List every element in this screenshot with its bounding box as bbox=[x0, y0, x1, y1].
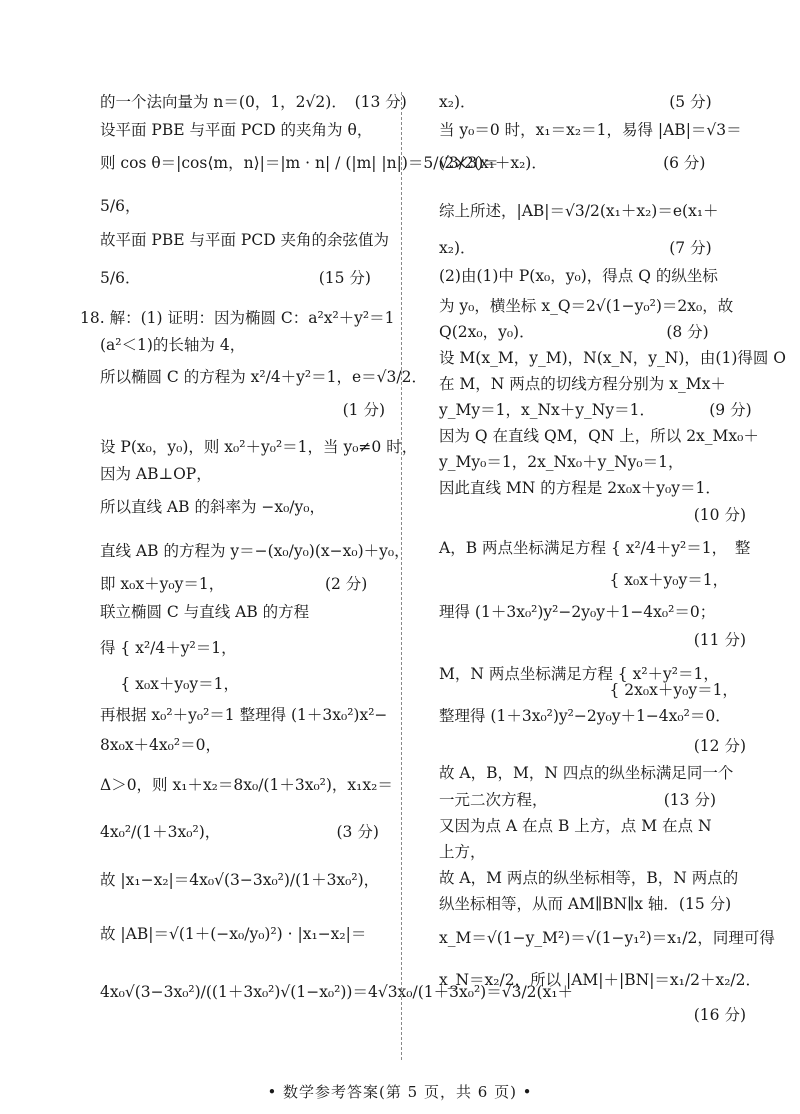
system-row-2: { x₀x＋y₀y＝1， bbox=[100, 675, 240, 693]
ab-system-row-2: { x₀x＋y₀y＝1， bbox=[439, 571, 729, 589]
line-ab-simplified: 即 x₀x＋y₀y＝1， (2 分) bbox=[100, 575, 368, 593]
mn-system-row-2: { 2x₀x＋y₀y＝1， bbox=[439, 681, 738, 699]
equal-coords-line: 故 A，M 两点的纵坐标相等，B，N 两点的 bbox=[439, 869, 739, 887]
score-16: (16 分) bbox=[693, 1006, 746, 1024]
score-10: (10 分) bbox=[693, 506, 746, 524]
score-12: (12 分) bbox=[693, 737, 746, 755]
mn-quadratic: 整理得 (1＋3x₀²)y²−2y₀y＋1−4x₀²＝0． bbox=[439, 707, 731, 725]
q-on-lines: 因为 Q 在直线 QM，QN 上，所以 2x_Mx₀＋ bbox=[439, 427, 759, 445]
angle-definition: 设平面 PBE 与平面 PCD 的夹角为 θ， bbox=[100, 121, 373, 139]
score-1: (1 分) bbox=[342, 401, 385, 419]
cosine-formula: 则 cos θ＝|cos⟨m，n⟩|＝|m · n| / (|m| |n|)＝5/(2×3)＝ bbox=[100, 154, 499, 172]
summary-line: 综上所述，|AB|＝√3/2(x₁＋x₂)＝e(x₁＋ bbox=[439, 202, 719, 220]
q-coordinate: 为 y₀，横坐标 x_Q＝2√(1−y₀²)＝2x₀，故 bbox=[439, 297, 734, 315]
q-on-lines-2: y_My₀＝1，2x_Nx₀＋y_Ny₀＝1， bbox=[439, 453, 684, 471]
normal-vector-line: 的一个法向量为 n＝(0，1，2√2)． (13 分) bbox=[100, 93, 407, 111]
problem-18-heading: 18. 解：(1) 证明：因为椭圆 C：a²x²＋y²＝1 bbox=[80, 309, 395, 327]
part-2-start: (2)由(1)中 P(x₀，y₀)，得点 Q 的纵坐标 bbox=[439, 267, 718, 285]
chord-length-line: 故 |AB|＝√(1＋(−x₀/y₀)²) · |x₁−x₂|＝ bbox=[100, 925, 367, 943]
four-points-line: 故 A，B，M，N 四点的纵坐标满足同一个 bbox=[439, 764, 734, 782]
combine-equations: 联立椭圆 C 与直线 AB 的方程 bbox=[100, 603, 310, 621]
vieta-line: Δ＞0，则 x₁＋x₂＝8x₀/(1＋3x₀²)，x₁x₂＝ bbox=[100, 776, 393, 794]
ab-system-row-1: A，B 两点坐标满足方程 { x²/4＋y²＝1， 整 bbox=[439, 539, 751, 557]
mn-equation: 因此直线 MN 的方程是 2x₀x＋y₀y＝1． bbox=[439, 479, 721, 497]
position-line-2: 上方， bbox=[439, 843, 486, 861]
quadratic-line-2: 8x₀x＋4x₀²＝0， bbox=[100, 736, 221, 754]
point-p-setup: 设 P(x₀，y₀)，则 x₀²＋y₀²＝1，当 y₀≠0 时， bbox=[100, 438, 418, 456]
mn-system-row-1: M，N 两点坐标满足方程 { x²＋y²＝1， bbox=[439, 665, 719, 683]
column-divider bbox=[401, 92, 402, 1060]
line-ab-equation: 直线 AB 的方程为 y＝−(x₀/y₀)(x−x₀)＋y₀， bbox=[100, 542, 410, 560]
summary-end: x₂)． (7 分) bbox=[439, 239, 712, 257]
tangent-line-2: y_My＝1，x_Nx＋y_Ny＝1． (9 分) bbox=[439, 401, 752, 419]
continuation-line: x₂)． (5 分) bbox=[439, 93, 712, 111]
conclusion-text: 故平面 PBE 与平面 PCD 夹角的余弦值为 bbox=[100, 231, 390, 249]
xn-formula: x_N＝x₂/2，所以 |AM|＋|BN|＝x₁/2＋x₂/2． bbox=[439, 971, 762, 989]
mn-setup: 设 M(x_M，y_M)，N(x_N，y_N)，由(1)得圆 O bbox=[439, 349, 787, 367]
conclusion-value: 5/6． (15 分) bbox=[100, 269, 371, 287]
tangent-line-1: 在 M，N 两点的切线方程分别为 x_Mx＋ bbox=[439, 375, 726, 393]
xm-formula: x_M＝√(1−y_M²)＝√(1−y₁²)＝x₁/2，同理可得 bbox=[439, 929, 775, 947]
score-11: (11 分) bbox=[693, 631, 746, 649]
ellipse-equation: 所以椭圆 C 的方程为 x²/4＋y²＝1，e＝√3/2． bbox=[100, 368, 428, 386]
parallel-line: 纵坐标相等，从而 AM∥BN∥x 轴．(15 分) bbox=[439, 895, 732, 913]
y0-zero-case: 当 y₀＝0 时，x₁＝x₂＝1，易得 |AB|＝√3＝ bbox=[439, 121, 742, 139]
product-line: 4x₀²/(1＋3x₀²)， (3 分) bbox=[100, 823, 379, 841]
system-row-1: 得 { x²/4＋y²＝1， bbox=[100, 639, 237, 657]
cosine-result: 5/6， bbox=[100, 197, 141, 215]
y0-zero-result: √3/2(x₁＋x₂)． (6 分) bbox=[439, 154, 706, 172]
chord-length-result: 4x₀√(3−3x₀²)/((1＋3x₀²)√(1−x₀²))＝4√3x₀/(1＋3x₀²)＝√3/2(x₁＋ bbox=[100, 983, 574, 1001]
perpendicular-line: 因为 AB⊥OP， bbox=[100, 465, 212, 483]
slope-line: 所以直线 AB 的斜率为 −x₀/y₀， bbox=[100, 498, 326, 516]
q-point: Q(2x₀，y₀)． (8 分) bbox=[439, 323, 709, 341]
position-line-1: 又因为点 A 在点 B 上方，点 M 在点 N bbox=[439, 817, 712, 835]
same-quadratic-line: 一元二次方程， (13 分) bbox=[439, 791, 716, 809]
page-footer: • 数学参考答案(第 5 页，共 6 页) • bbox=[267, 1083, 533, 1101]
ab-quadratic: 理得 (1＋3x₀²)y²−2y₀y＋1−4x₀²＝0； bbox=[439, 603, 716, 621]
major-axis-line: (a²＜1)的长轴为 4， bbox=[100, 336, 246, 354]
quadratic-line-1: 再根据 x₀²＋y₀²＝1 整理得 (1＋3x₀²)x²− bbox=[100, 706, 388, 724]
difference-line: 故 |x₁−x₂|＝4x₀√(3−3x₀²)/(1＋3x₀²)， bbox=[100, 871, 380, 889]
